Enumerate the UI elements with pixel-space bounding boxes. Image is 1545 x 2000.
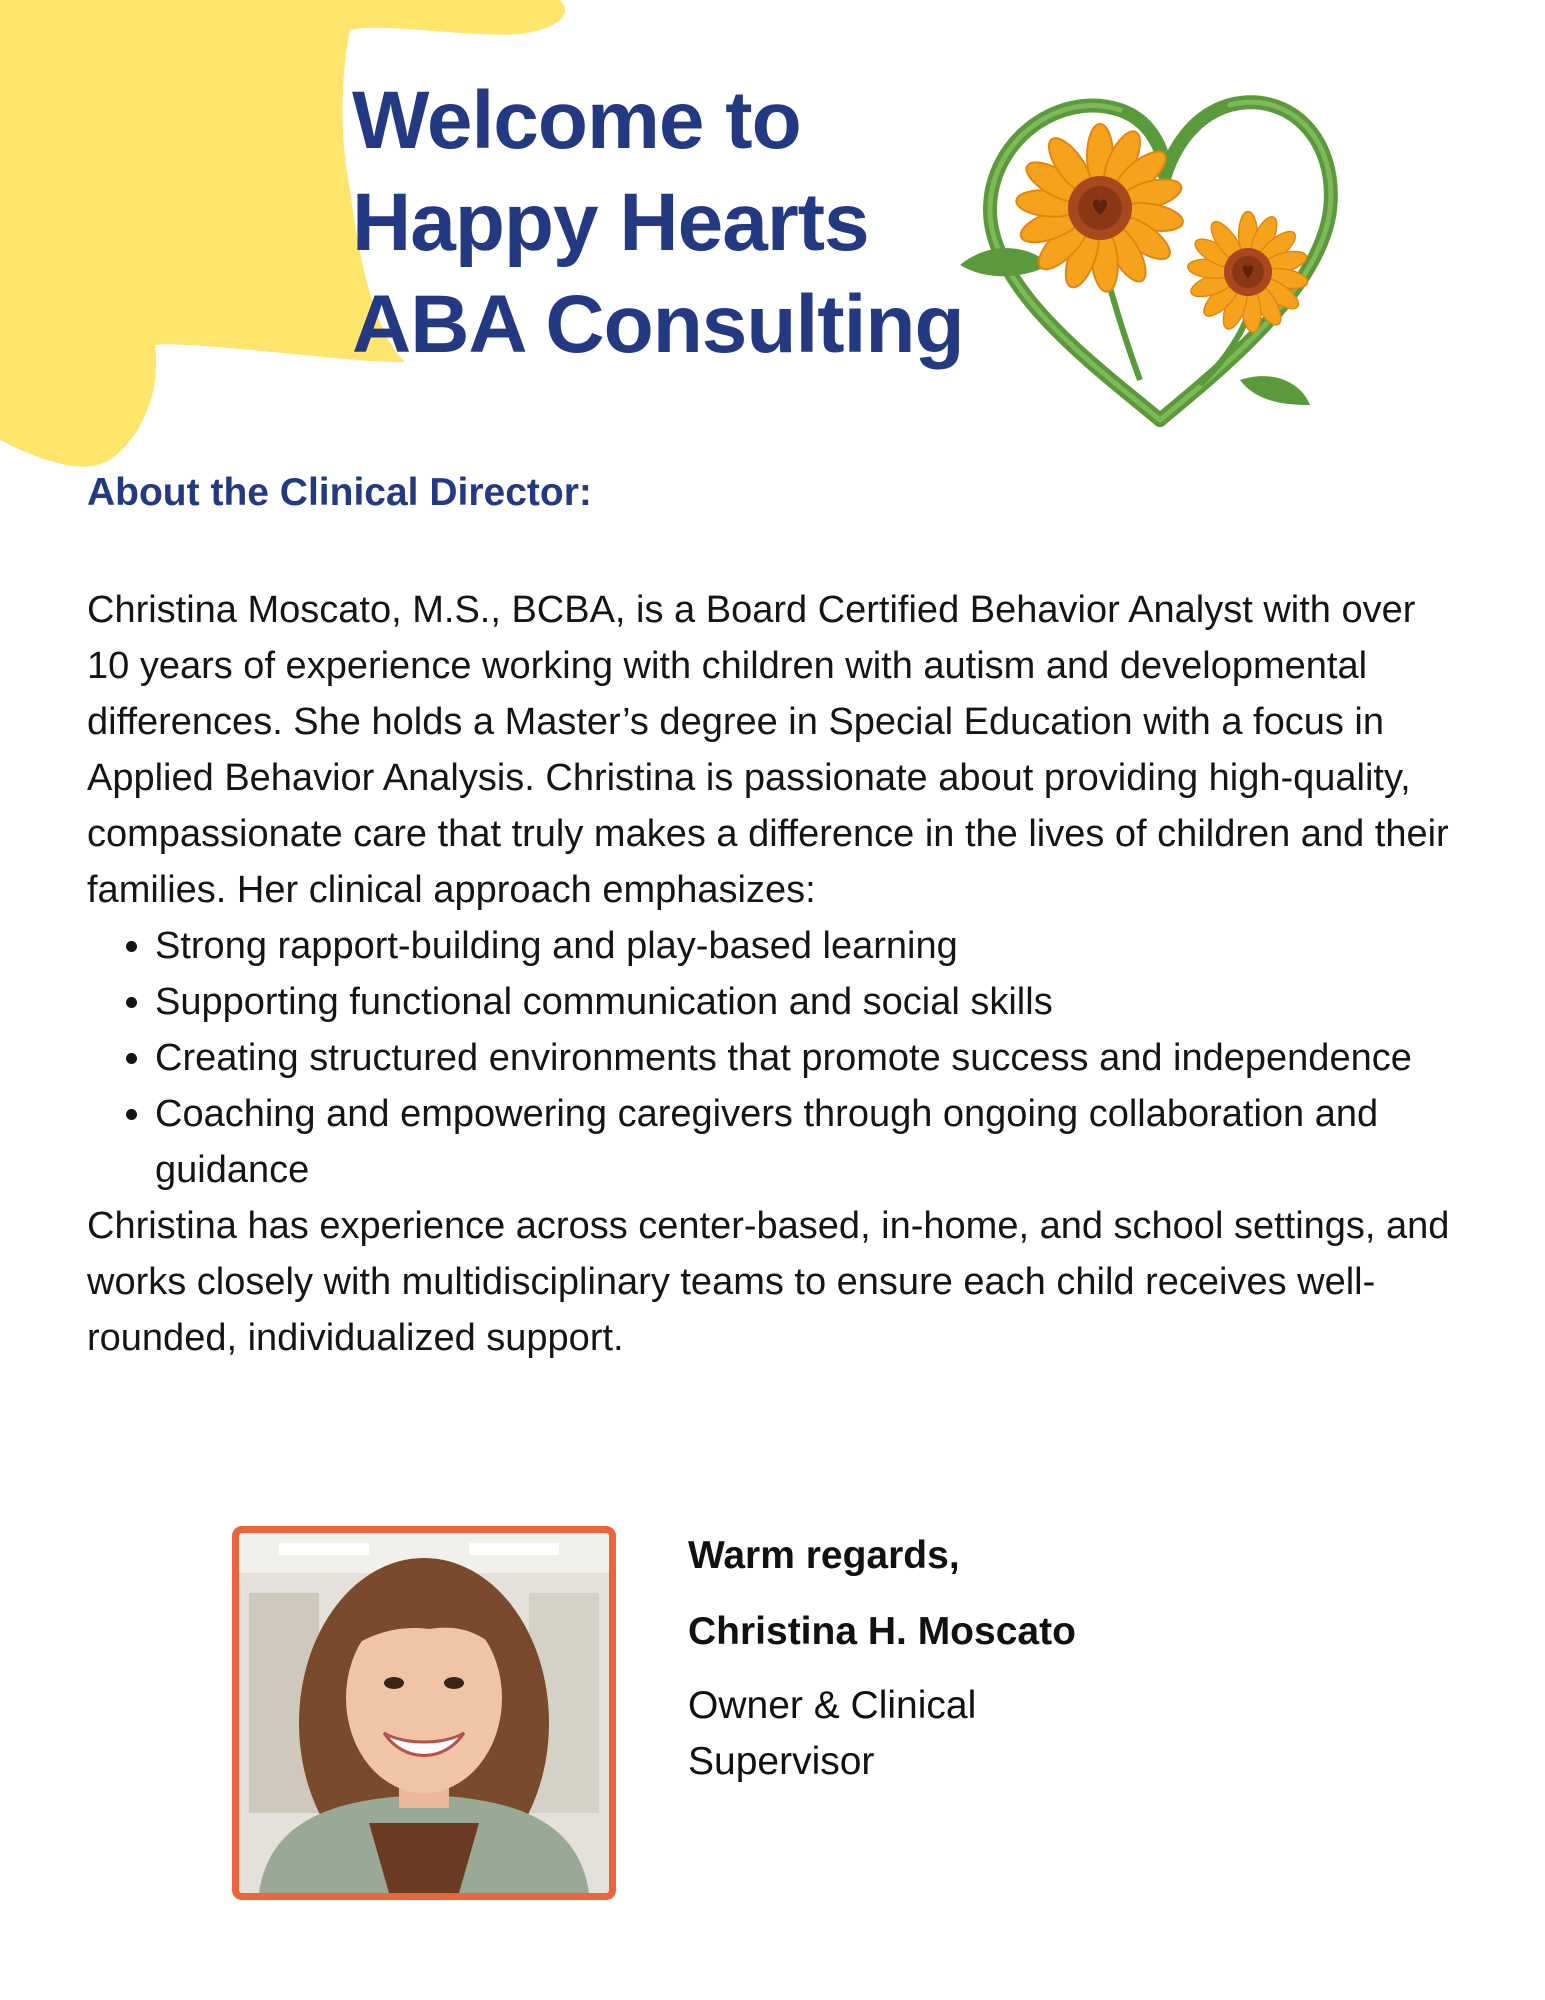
title-line-2: Happy Hearts bbox=[352, 177, 869, 268]
signer-role: Owner & Clinical Supervisor bbox=[688, 1684, 977, 1783]
title-line-1: Welcome to bbox=[352, 75, 801, 166]
list-item: • Strong rapport-building and play-based learning bbox=[155, 918, 1467, 974]
list-item: • Creating structured environments that promote success and independence bbox=[155, 1030, 1467, 1086]
list-item: • Coaching and empowering caregivers through ongoing collaboration and guidance bbox=[155, 1086, 1467, 1198]
bio-closing: Christina has experience across center-based, in-home, and school settings, and works closely with multidisciplinary teams to ensure each child receives well-rounded, individualized support. bbox=[87, 1205, 1450, 1359]
sunflower-heart-icon bbox=[950, 80, 1370, 450]
signature-block bbox=[688, 1530, 1188, 1790]
sign-off: Warm regards, bbox=[688, 1534, 960, 1577]
bio-intro: Christina Moscato, M.S., BCBA, is a Board Certified Behavior Analyst with over 10 years of experience working with children with autism and developmental differences. She holds a Master’s degree in Special Education with a focus in Applied Behavior Analysis. Christina is passionate about providing high-quality, compassionate care that truly makes a difference in the lives of children and their families. Her clinical approach emphasizes: bbox=[87, 589, 1449, 911]
section-heading: About the Clinical Director: bbox=[87, 471, 592, 514]
portrait-icon bbox=[239, 1533, 609, 1893]
approach-list bbox=[87, 918, 1467, 1198]
page-title bbox=[352, 70, 964, 376]
list-item: • Supporting functional communication and social skills bbox=[155, 974, 1467, 1030]
title-line-3: ABA Consulting bbox=[352, 279, 964, 370]
bio-text bbox=[87, 582, 1467, 1366]
signer-name: Christina H. Moscato bbox=[688, 1610, 1076, 1653]
portrait-photo bbox=[232, 1526, 616, 1900]
